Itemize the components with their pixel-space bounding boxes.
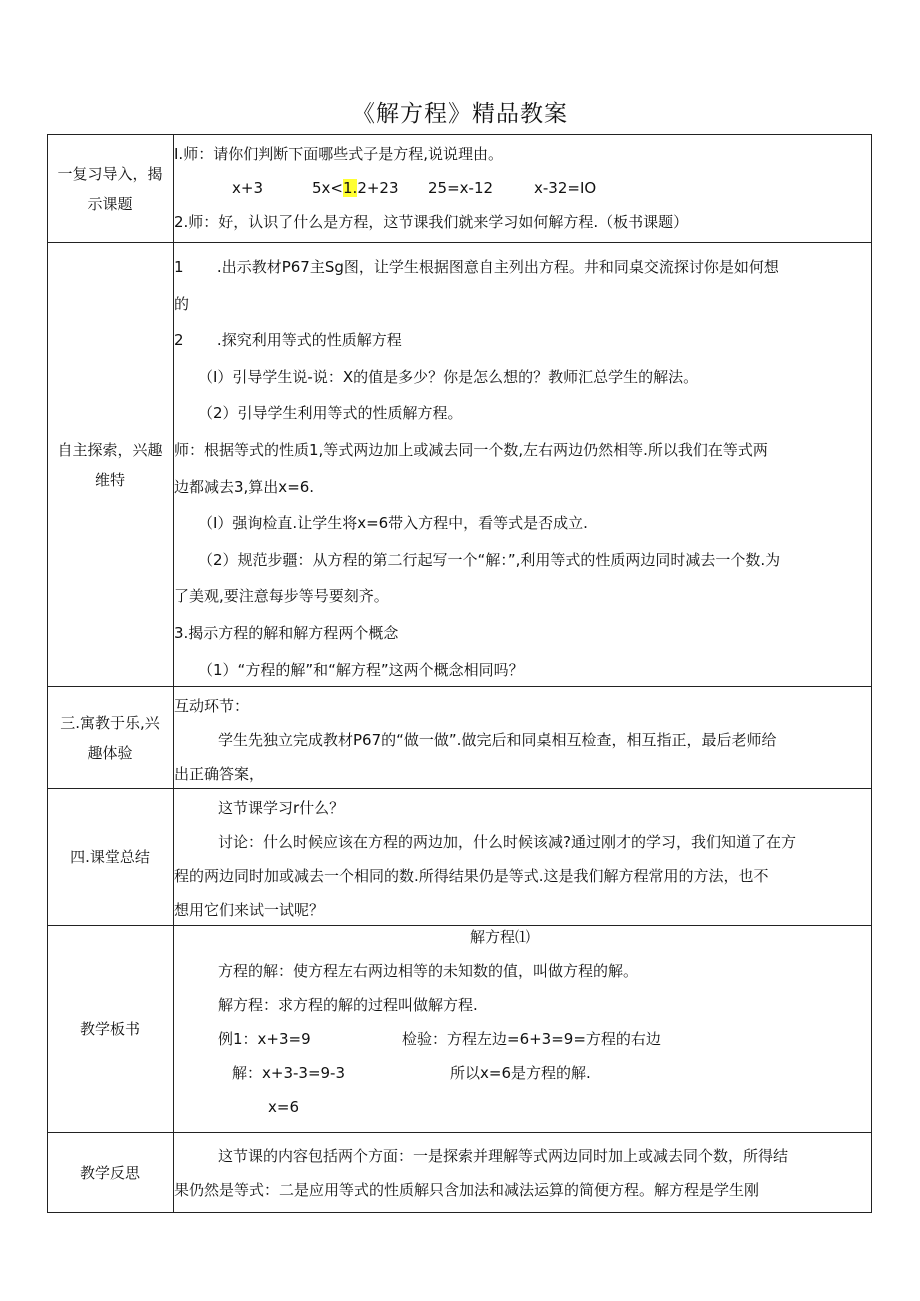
content-line: 边都减去3,算出x=6. xyxy=(174,477,315,496)
content-line: 果仍然是等式：二是应用等式的性质解只含加法和减法运算的简便方程。解方程是学生刚 xyxy=(174,1181,760,1199)
example-line xyxy=(174,1022,866,1056)
check: 检验：方程左边=6+3=9=方程的右边 xyxy=(402,1030,661,1048)
table-row-blackboard xyxy=(47,926,870,1132)
table-row-summary xyxy=(47,789,870,925)
content-line: 了美观,要注意每步等号要刻齐。 xyxy=(174,587,389,606)
content-line: 1 .出示教材P67主Sg图，让学生根据图意自主列出方程。井和同桌交流探讨你是如何想 xyxy=(174,258,779,276)
answer-line: x=6 xyxy=(268,1098,299,1116)
content-line: 2 .探究利用等式的性质解方程 xyxy=(174,331,402,350)
content-line: 这节课的内容包括两个方面：一是探索并理解等式两边同时加上或减去同个数，所得结 xyxy=(218,1147,789,1165)
content-line: （2）引导学生利用等式的性质解方程。 xyxy=(198,404,463,423)
conclusion: 所以x=6是方程的解. xyxy=(450,1064,591,1082)
row-label: 一复习导入，揭示课题 xyxy=(57,164,163,213)
row-content xyxy=(174,791,866,925)
content-line: （I）引导学生说-说：X的值是多少？你是怎么想的？教师汇总学生的解法。 xyxy=(198,367,699,386)
expression: 25=x-12 xyxy=(428,179,494,197)
document-title: 《解方程》精品教案 xyxy=(352,101,568,127)
expression-line xyxy=(174,171,866,205)
content-line: 这节课学习r什么？ xyxy=(218,799,345,817)
table-row-explore xyxy=(47,243,870,686)
solution-line xyxy=(174,1056,866,1090)
row-label: 教学板书 xyxy=(79,1020,140,1038)
example: 例1：x+3=9 xyxy=(218,1030,311,1048)
row-content xyxy=(174,689,866,788)
highlight-mark: 1. xyxy=(343,179,358,197)
content-line: 程的两边同时加或减去一个相同的数.所得结果仍是等式.这是我们解方程常用的方法，也不 xyxy=(174,867,769,885)
table-row-reflection xyxy=(47,1133,870,1212)
content-line: 解方程：求方程的解的过程叫做解方程. xyxy=(218,996,478,1014)
row-content xyxy=(174,249,866,686)
content-line: 学生先独立完成教材P67的“做一做”.做完后和同桌相互检查，相互指正，最后老师给 xyxy=(218,731,777,749)
table-row-review xyxy=(47,135,870,242)
expression: x+3 xyxy=(232,179,263,197)
row-label: 自主探索，兴趣维特 xyxy=(57,440,163,489)
content-line: （2）规范步疆：从方程的第二行起写一个“解：”,利用等式的性质两边同时减去一个数.为 xyxy=(198,550,781,569)
content-line: 互动环节： xyxy=(174,697,250,715)
content-line: 出正确答案， xyxy=(174,765,265,783)
content-line: I.师：请你们判断下面哪些式子是方程,说说理由。 xyxy=(174,145,503,163)
content-line: 2.师：好，认识了什么是方程，这节课我们就来学习如何解方程.（板书课题） xyxy=(174,213,689,231)
expression: x-32=IO xyxy=(534,179,597,197)
table-row-fun xyxy=(47,687,870,788)
row-content xyxy=(174,137,866,242)
expression: 5x<1.2+23 xyxy=(312,179,399,197)
row-label: 四.课堂总结 xyxy=(70,848,150,866)
content-line: 的 xyxy=(174,294,190,313)
content-line: （I）强询检直.让学生将x=6带入方程中，看等式是否成立. xyxy=(198,514,588,533)
content-line: 3.揭示方程的解和解方程两个概念 xyxy=(174,623,399,642)
table-border-right xyxy=(871,134,872,1213)
row-content xyxy=(174,1139,866,1212)
table-border-bottom xyxy=(47,1212,872,1213)
solution: 解：x+3-3=9-3 xyxy=(232,1064,346,1082)
content-line: 方程的解：使方程左右两边相等的未知数的值，叫做方程的解。 xyxy=(218,962,639,980)
content-line: 讨论：什么时候应该在方程的两边加，什么时候该减?通过刚才的学习，我们知道了在方 xyxy=(218,833,796,851)
row-label: 三.寓教于乐,兴趣体验 xyxy=(60,713,160,762)
board-heading: 解方程⑴ xyxy=(469,928,530,946)
content-line: 想用它们来试一试呢？ xyxy=(174,901,325,919)
row-content xyxy=(174,926,866,1132)
row-label: 教学反思 xyxy=(79,1163,140,1182)
content-line: 师：根据等式的性质1,等式两边加上或减去同一个数,左右两边仍然相等.所以我们在等式两 xyxy=(174,440,768,459)
content-line: （1）“方程的解”和“解方程”这两个概念相同吗？ xyxy=(198,660,524,679)
